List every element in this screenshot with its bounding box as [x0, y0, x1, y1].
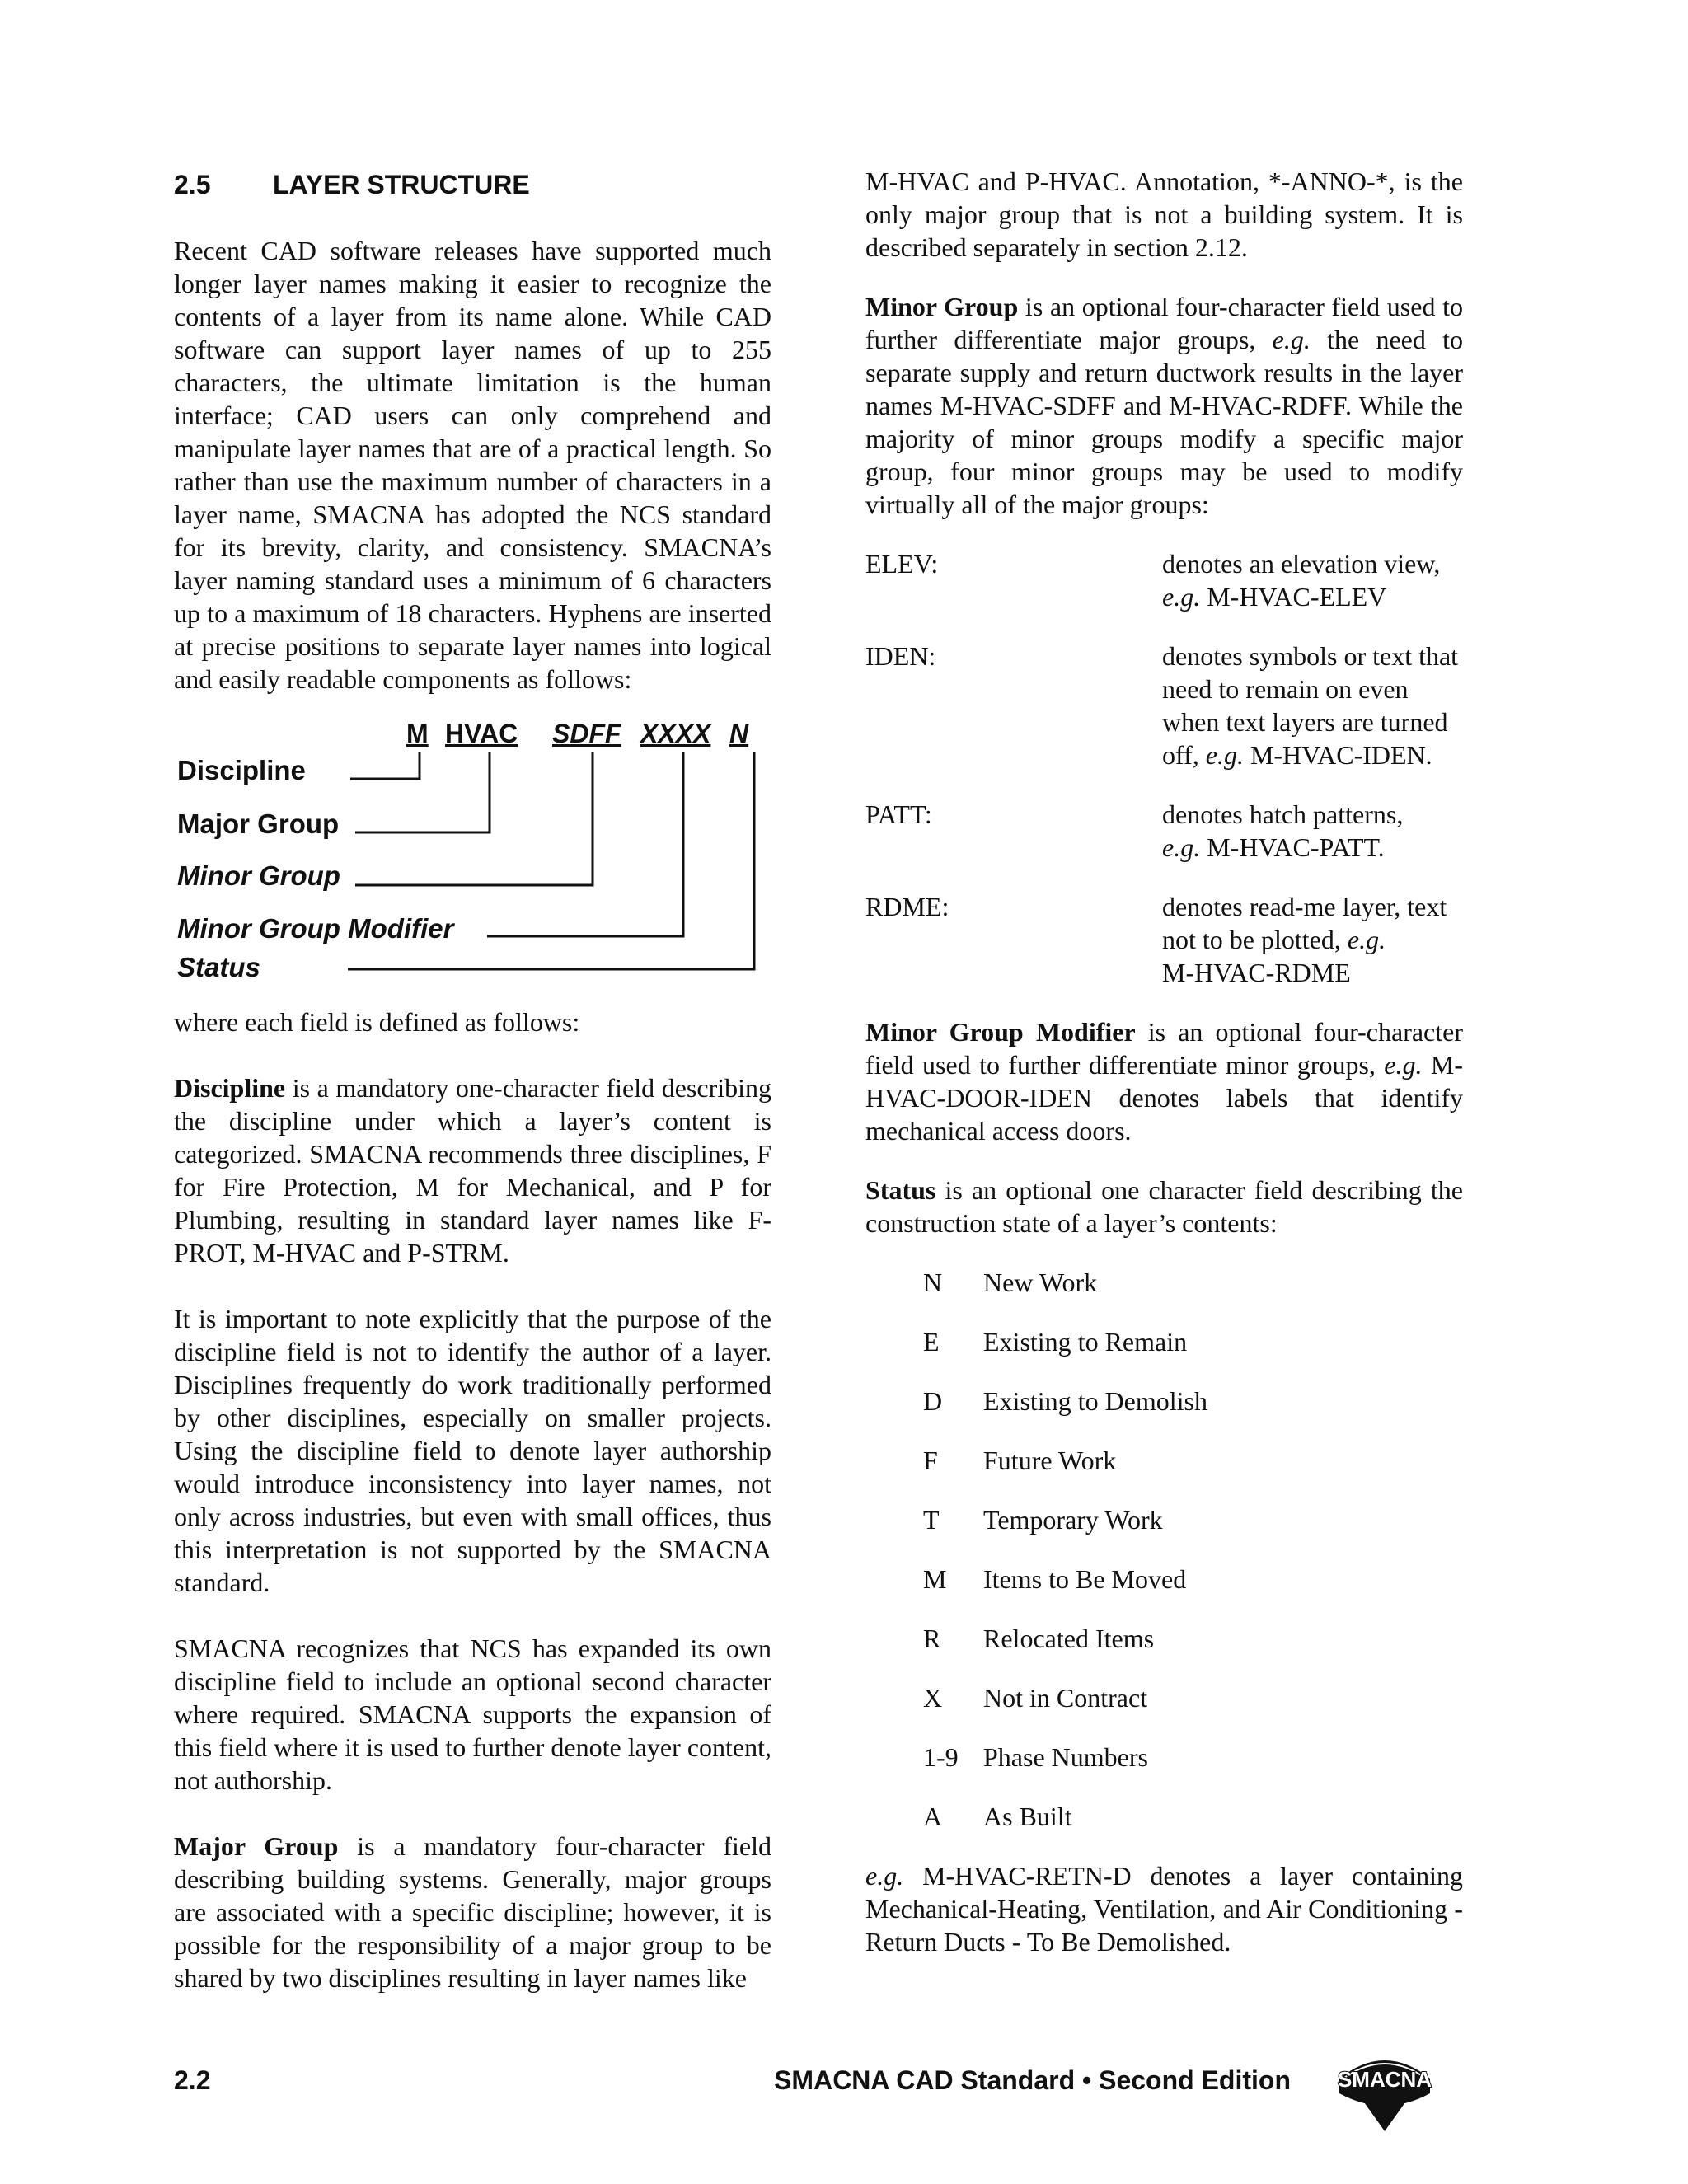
after-diagram-text: where each field is defined as follows:: [174, 1007, 580, 1037]
code-major-group: HVAC: [445, 719, 518, 748]
section-heading: [174, 168, 530, 201]
major-group-paragraph: [174, 1830, 771, 1994]
list-item: [923, 1622, 1463, 1681]
code-minor-group: SDFF: [552, 719, 621, 748]
definition-desc: denotes hatch patterns, e.g. M-HVAC-PATT.: [1162, 799, 1404, 862]
list-item: [923, 1266, 1463, 1325]
definition-term: RDME:: [865, 892, 950, 921]
definition-term: PATT:: [865, 799, 932, 829]
definition-row: [865, 798, 1463, 864]
status-term: Status: [865, 1175, 936, 1205]
discipline-term: Discipline: [174, 1073, 286, 1103]
status-label: Existing to Remain: [983, 1327, 1188, 1357]
definition-term: ELEV:: [865, 549, 939, 579]
major-group-text: is a mandatory four-character field describing building systems. Generally, major groups are associated with a specific discipline; however, it is possible for the responsibility of a major group to be shared by two disciplines resulting in layer names like: [174, 1831, 772, 1993]
footer-title: SMACNA CAD Standard • Second Edition: [774, 2065, 1291, 2095]
list-item: [923, 1681, 1463, 1741]
recognizes-paragraph: SMACNA recognizes that NCS has expanded its own discipline field to include an optional second character where required. SMACNA supports the expansion of this field where it is used to further denote layer content, not authorship.: [174, 1633, 771, 1795]
status-paragraph: Status is an optional one character field describing the construction state of a layer’s contents:: [865, 1175, 1463, 1238]
label-major-group: Major Group: [177, 808, 340, 839]
list-item: [923, 1385, 1463, 1444]
connector-major-group: [355, 752, 490, 832]
status-code: F: [923, 1446, 938, 1475]
status-label: New Work: [983, 1268, 1098, 1297]
definition-row: [865, 890, 1463, 989]
discipline-paragraph: [174, 1071, 771, 1269]
status-code: R: [923, 1624, 941, 1653]
minor-group-definitions: [865, 547, 1463, 989]
label-status: Status: [177, 952, 260, 982]
section-number: 2.5: [174, 170, 211, 199]
list-item: [923, 1325, 1463, 1385]
left-column-lower: [174, 1005, 771, 1994]
logo-text: SMACNA: [1337, 2067, 1432, 2092]
status-label: Relocated Items: [983, 1624, 1155, 1653]
list-item: [923, 1563, 1463, 1622]
minor-group-paragraph: Minor Group is an optional four-character field used to further differentiate major groups, e.g. the need to separate supply and return ductwork results in the layer names M-HVAC-SDFF and M-HVAC-RDFF. While the majority of minor groups modify a specific major group, four minor groups may be used to modify virtually all of the major groups:: [865, 292, 1464, 519]
connector-discipline: [350, 752, 420, 779]
smacna-logo: [1323, 2036, 1447, 2135]
definition-row: [865, 640, 1463, 771]
list-item: [923, 1800, 1463, 1859]
status-code: T: [923, 1505, 940, 1535]
status-code: D: [923, 1386, 943, 1416]
section-title: LAYER STRUCTURE: [273, 170, 530, 199]
status-label: Not in Contract: [983, 1683, 1148, 1713]
status-code: 1-9: [923, 1742, 959, 1772]
label-minor-group-modifier: Minor Group Modifier: [177, 913, 454, 944]
label-discipline: Discipline: [177, 755, 306, 785]
minor-group-modifier-paragraph: Minor Group Modifier is an optional four-character field used to further differentiate minor groups, e.g. M-HVAC-DOOR-IDEN denotes labels that identify mechanical access doors.: [865, 1017, 1463, 1146]
list-item: [923, 1444, 1463, 1503]
status-code-list: [865, 1266, 1463, 1859]
diagram-connector-lines: [174, 709, 784, 1005]
list-item: [923, 1741, 1463, 1800]
definition-desc: denotes symbols or text that need to remain on even when text layers are turned off, e.g. M-HVAC-IDEN.: [1162, 641, 1459, 770]
definition-term: IDEN:: [865, 641, 936, 671]
page-footer: [174, 2057, 1476, 2123]
status-label: Future Work: [983, 1446, 1117, 1475]
definition-row: [865, 547, 1463, 613]
major-group-term: Major Group: [174, 1831, 339, 1861]
label-minor-group: Minor Group: [177, 860, 340, 891]
status-code: A: [923, 1802, 943, 1831]
layer-name-diagram: [174, 709, 784, 1005]
code-discipline: M: [406, 719, 429, 748]
status-code: M: [923, 1564, 947, 1594]
minor-group-term: Minor Group: [865, 292, 1019, 321]
right-column: [865, 165, 1463, 1958]
page-number: 2.2: [174, 2065, 211, 2095]
important-paragraph: It is important to note explicitly that the purpose of the discipline field is not to identify the author of a layer. Disciplines frequently do work traditionally performed by other disciplines, especially on smaller projects. Using the discipline field to denote layer authorship would introduce inconsistency into layer names, not only across industries, but even with small offices, thus this interpretation is not supported by the SMACNA standard.: [174, 1304, 771, 1597]
modifier-term: Minor Group Modifier: [865, 1017, 1136, 1047]
intro-paragraph: Recent CAD software releases have supported much longer layer names making it easier to recognize the contents of a layer from its name alone. While CAD software can support layer names of up to 255 characters, the ultimate limitation is the human interface; CAD users can only comprehend and manipulate layer names that are of a practical length. So rather than use the maximum number of characters in a layer name, SMACNA has adopted the NCS standard for its brevity, clarity, and consistency. SMACNA’s layer naming standard uses a minimum of 6 characters up to a maximum of 18 characters. Hyphens are inserted at precise positions to separate layer names into logical and easily readable components as follows:: [174, 236, 771, 694]
status-label: Temporary Work: [983, 1505, 1163, 1535]
status-label: Phase Numbers: [983, 1742, 1148, 1772]
left-column: [174, 234, 771, 696]
list-item: [923, 1503, 1463, 1563]
status-code: N: [923, 1268, 943, 1297]
status-label: As Built: [983, 1802, 1072, 1831]
code-minor-group-modifier: XXXX: [640, 719, 711, 748]
status-code: E: [923, 1327, 940, 1357]
discipline-text: is a mandatory one-character field describing the discipline under which a layer’s content is categorized. SMACNA recommends three disciplines, F for Fire Protection, M for Mechanical, and P for Plumbing, resulting in standard layer names like F-PROT, M-HVAC and P-STRM.: [174, 1073, 771, 1268]
status-code: X: [923, 1683, 943, 1713]
connector-minor-group: [355, 752, 593, 885]
definition-desc: denotes read-me layer, text not to be plotted, e.g. M-HVAC-RDME: [1162, 892, 1447, 987]
status-label: Items to Be Moved: [983, 1564, 1187, 1594]
code-status: N: [729, 719, 749, 748]
status-label: Existing to Demolish: [983, 1386, 1207, 1416]
example-paragraph: e.g. M-HVAC-RETN-D denotes a layer containing Mechanical-Heating, Ventilation, and Air Conditioning - Return Ducts - To Be Demolished.: [865, 1861, 1463, 1957]
continuation-paragraph: M-HVAC and P-HVAC. Annotation, *-ANNO-*, is the only major group that is not a building system. It is described separately in section 2.12.: [865, 166, 1463, 262]
definition-desc: denotes an elevation view, e.g. M-HVAC-ELEV: [1162, 549, 1441, 612]
connector-minor-group-modifier: [487, 752, 683, 936]
